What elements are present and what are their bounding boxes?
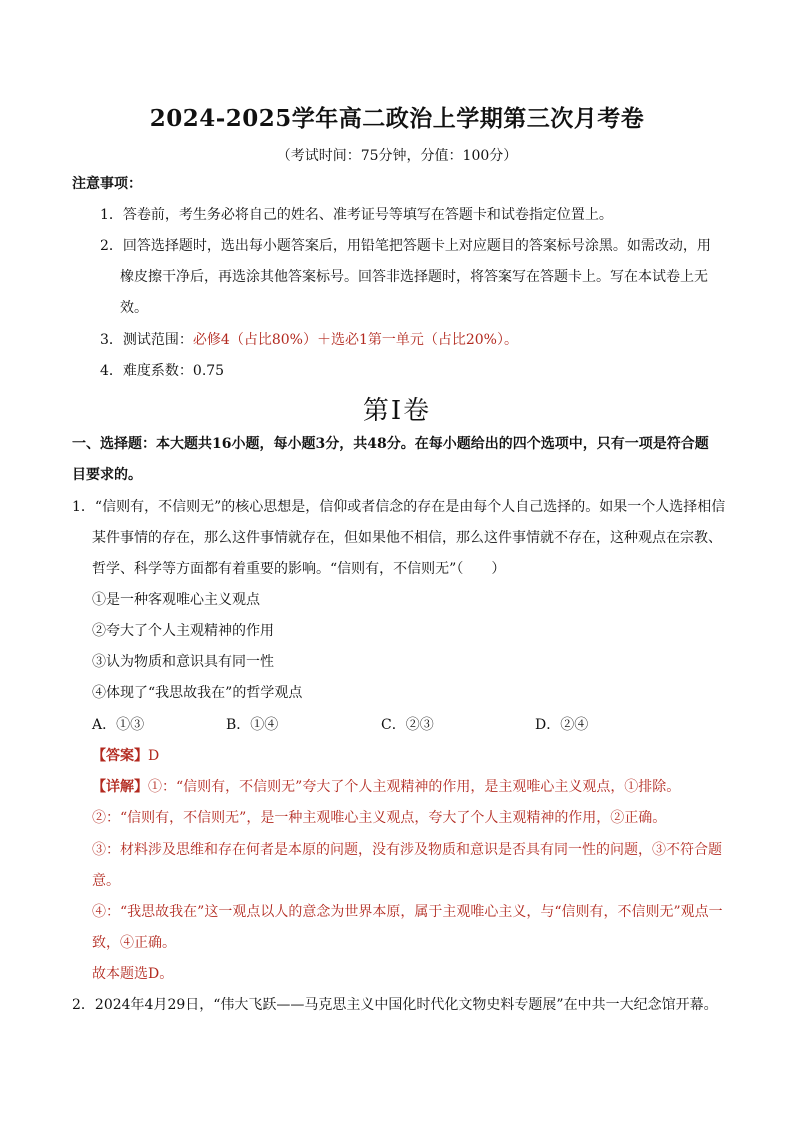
q1-stem-line-2: 某件事情的存在，那么这件事情就存在，但如果他不相信，那么这件事情就不存在，这种观点在宗教、 [92, 530, 722, 546]
q1-explanation-1 [92, 777, 680, 797]
notice-item-2-line-1: 2．回答选择题时，选出每小题答案后，用铅笔把答题卡上对应题目的答案标号涂黑。如需改动，用 [100, 238, 711, 254]
notice-item-3 [100, 330, 518, 350]
q1-statement-4: ④体现了“我思故我在”的哲学观点 [92, 685, 303, 701]
q1-stem-line-3: 哲学、科学等方面都有着重要的影响。“信则有，不信则无”（ ） [92, 561, 506, 577]
q1-explanation-4-line-1: ④：“我思故我在”这一观点以人的意念为世界本原，属于主观唯心主义，与“信则有，不信则无”观点一 [92, 904, 723, 920]
notice-heading: 注意事项： [72, 176, 142, 192]
q1-explanation-3-line-1: ③：材料涉及思维和存在何者是本原的问题，没有涉及物质和意识是否具有同一性的问题，③不符合题 [92, 842, 722, 858]
q1-conclusion: 故本题选D。 [92, 966, 174, 982]
q1-answer [92, 746, 159, 766]
q1-option-b: B．①④ [226, 717, 279, 733]
q1-option-a: A．①③ [92, 717, 145, 733]
notice-item-2-line-3: 效。 [120, 300, 148, 316]
q1-statement-2: ②夸大了个人主观精神的作用 [92, 623, 274, 639]
section-instruction-line-1: 一、选择题：本大题共16小题，每小题3分，共48分。在每小题给出的四个选项中，只有一项是符合题 [72, 436, 709, 452]
exam-title: 2024-2025学年高二政治上学期第三次月考卷 [149, 105, 645, 132]
exam-subtitle: （考试时间：75分钟，分值：100分） [276, 148, 518, 164]
q1-detail-label: 【详解】 [92, 779, 148, 795]
notice-item-2-line-2: 橡皮擦干净后，再选涂其他答案标号。回答非选择题时，将答案写在答题卡上。写在本试卷上无 [120, 269, 708, 285]
q1-statement-1: ①是一种客观唯心主义观点 [92, 592, 260, 608]
q1-stem-line-1: 1．“信则有，不信则无”的核心思想是，信仰或者信念的存在是由每个人自己选择的。如果一个人选择相信 [72, 499, 726, 515]
section-instruction-line-2: 目要求的。 [72, 467, 142, 483]
q1-answer-value: D [148, 748, 160, 764]
q1-option-d: D．②④ [535, 717, 589, 733]
q1-option-c: C．②③ [381, 717, 434, 733]
q1-explanation-3-line-2: 意。 [92, 873, 120, 889]
section-juan-heading: 第Ⅰ卷 [362, 396, 432, 426]
notice-item-3-prefix: 3．测试范围： [100, 332, 193, 348]
notice-item-1: 1．答卷前，考生务必将自己的姓名、准考证号等填写在答题卡和试卷指定位置上。 [100, 207, 613, 223]
q1-answer-label: 【答案】 [92, 748, 148, 764]
q1-explanation-1-text: ①：“信则有，不信则无”夸大了个人主观精神的作用，是主观唯心主义观点，①排除。 [148, 779, 681, 795]
q1-explanation-4-line-2: 致，④正确。 [92, 935, 176, 951]
notice-item-4: 4．难度系数：0.75 [100, 363, 225, 379]
q2-stem-line-1: 2．2024年4月29日，“伟大飞跃——马克思主义中国化时代化文物史料专题展”在中共一大纪念馆开幕。 [72, 997, 718, 1013]
notice-item-3-range: 必修4（占比80%）＋选必1第一单元（占比20%）。 [192, 332, 518, 348]
q1-explanation-2: ②：“信则有，不信则无”，是一种主观唯心主义观点，夸大了个人主观精神的作用，②正确。 [92, 810, 667, 826]
q1-statement-3: ③认为物质和意识具有同一性 [92, 654, 274, 670]
